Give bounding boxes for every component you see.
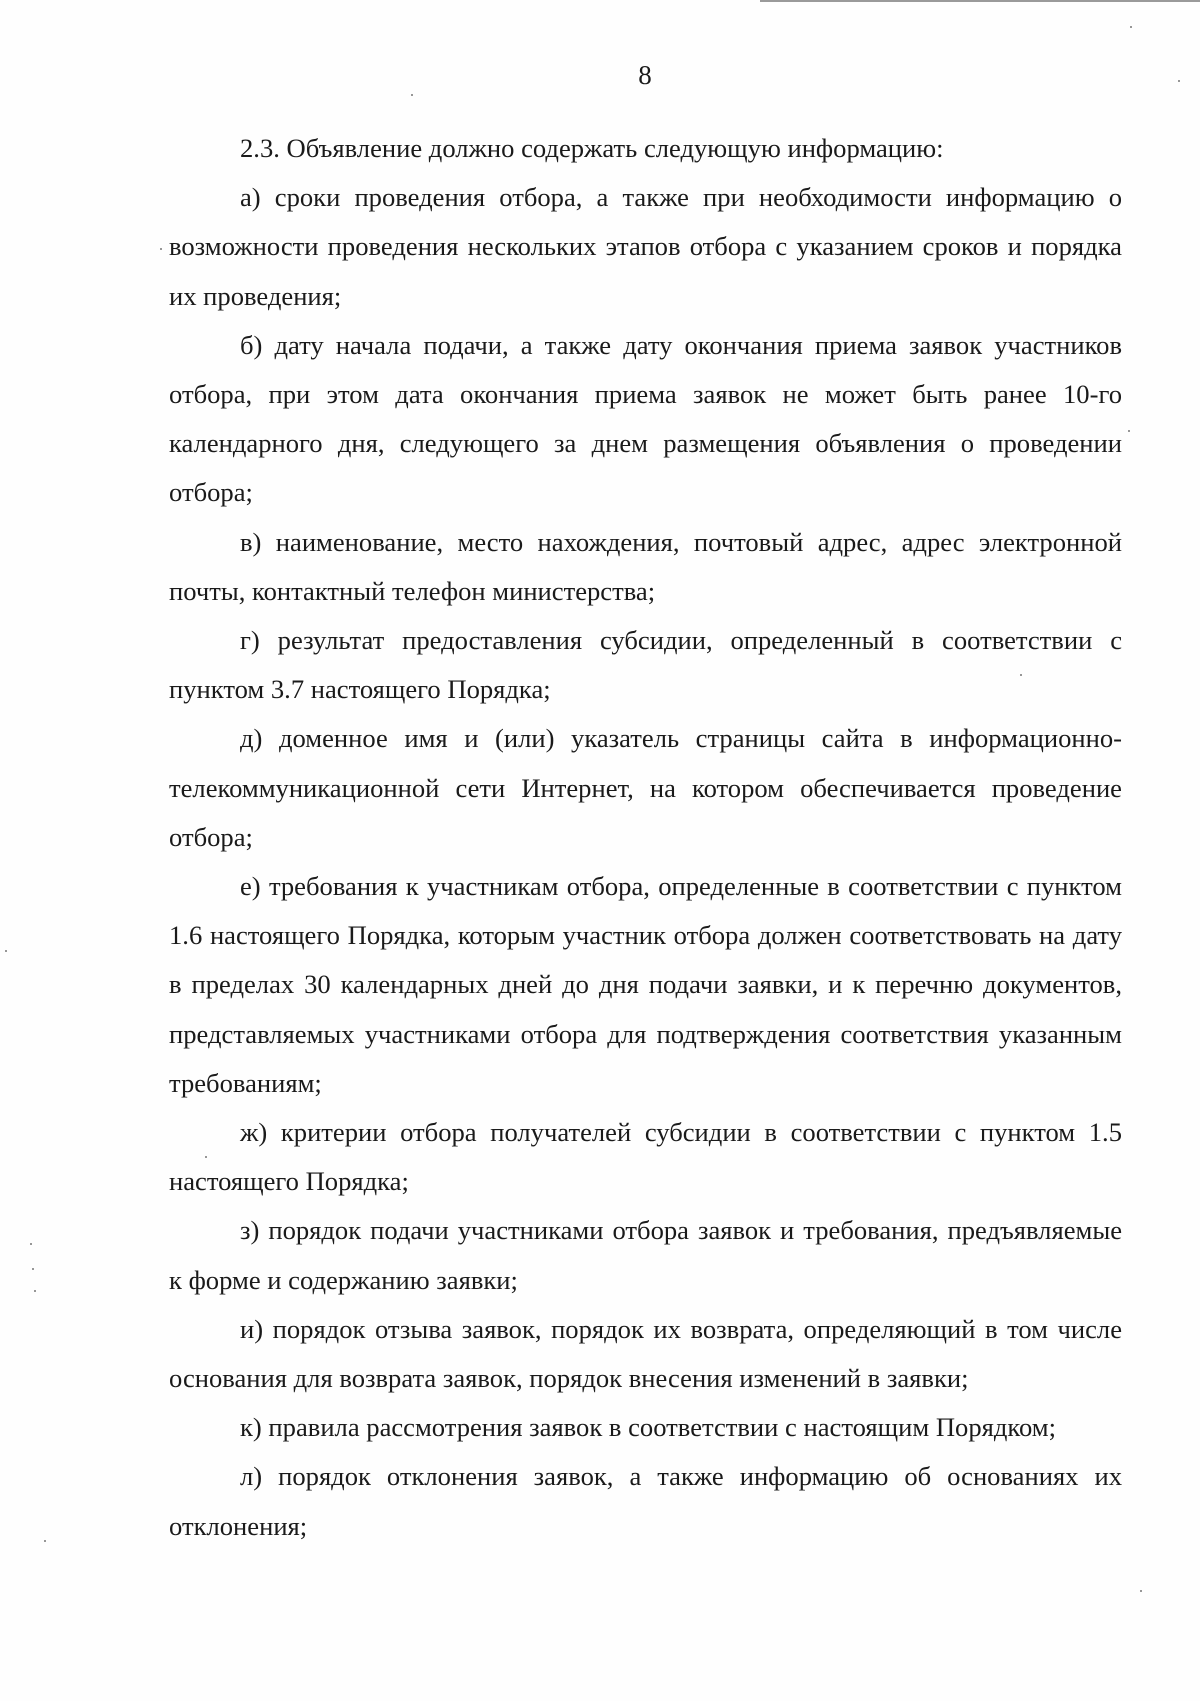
paragraph-item-v: в) наименование, место нахождения, почтовый адрес, адрес электронной почты, контактный телефон министерства;: [169, 526, 1122, 606]
scan-speck: [1128, 430, 1130, 432]
paragraph-item-d: д) доменное имя и (или) указатель страницы сайта в информационно-телекоммуникационной сети Интернет, на котором обеспечивается проведение отбора;: [169, 723, 1122, 852]
document-body: [169, 124, 1122, 1551]
scan-speck: [34, 1290, 36, 1292]
paragraph-item-k: к) правила рассмотрения заявок в соответствии с настоящим Порядком;: [240, 1412, 1056, 1443]
scan-speck: [411, 94, 413, 96]
paragraph-item-b: б) дату начала подачи, а также дату окончания приема заявок участников отбора, при этом дата окончания приема заявок не может быть ранее 10-го календарного дня, следующего за днем размещения объявления о проведении отбора;: [169, 329, 1122, 508]
scan-speck: [160, 248, 162, 250]
paragraph-intro: 2.3. Объявление должно содержать следующую информацию:: [240, 133, 944, 163]
scan-speck: [1130, 26, 1132, 28]
paragraph-item-i: и) порядок отзыва заявок, порядок их возврата, определяющий в том числе основания для возврата заявок, порядок внесения изменений в заявки;: [169, 1313, 1122, 1394]
scan-speck: [30, 1243, 32, 1245]
paragraph-item-l: л) порядок отклонения заявок, а также информацию об основаниях их отклонения;: [169, 1461, 1122, 1541]
scan-speck: [44, 1540, 46, 1542]
paragraph-item-z: з) порядок подачи участниками отбора заявок и требования, предъявляемые к форме и содержанию заявки;: [169, 1215, 1122, 1295]
paragraph-item-a: а) сроки проведения отбора, а также при необходимости информацию о возможности проведения нескольких этапов отбора с указанием сроков и порядка их проведения;: [169, 182, 1122, 311]
scan-speck: [5, 950, 7, 952]
scan-speck: [32, 1268, 34, 1270]
paragraph-item-g: г) результат предоставления субсидии, определенный в соответствии с пунктом 3.7 настоящего Порядка;: [169, 625, 1122, 705]
scan-edge-line: [760, 0, 1200, 2]
scan-speck: [1140, 1590, 1142, 1592]
paragraph-item-zh: ж) критерии отбора получателей субсидии в соответствии с пунктом 1.5 настоящего Порядка;: [169, 1117, 1122, 1197]
paragraph-item-e: е) требования к участникам отбора, определенные в соответствии с пунктом 1.6 настоящего Порядка, которым участник отбора должен соответствовать на дату в пределах 30 календарных дней до дня подачи заявки, и к перечню документов, представляемых участниками отбора для подтверждения соответствия указанным требованиям;: [169, 871, 1122, 1098]
page-number: 8: [638, 60, 652, 90]
